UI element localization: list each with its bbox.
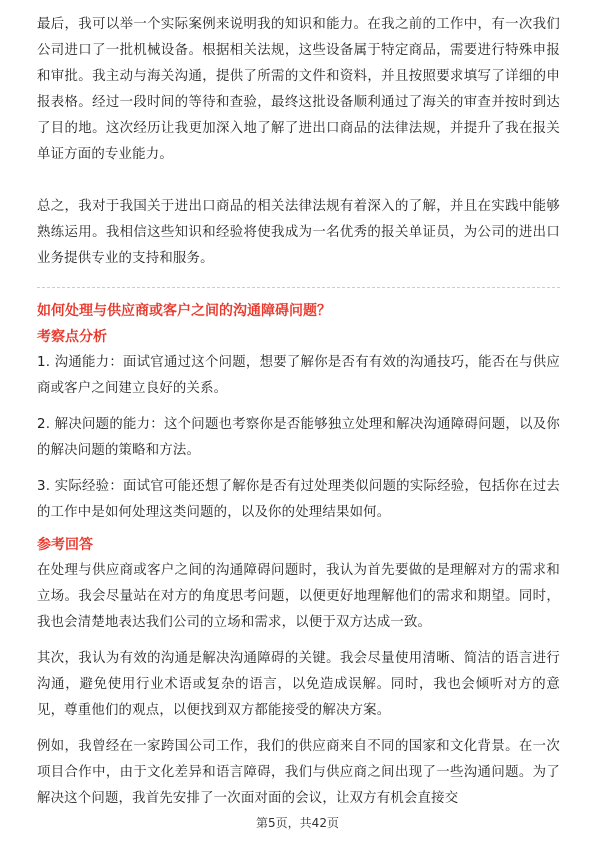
analysis-heading: 考察点分析 (37, 329, 107, 345)
analysis-point: 2. 解决问题的能力：这个问题也考察你是否能够独立处理和解决沟通障碍问题，以及你的解决问题的策略和方法。 (37, 417, 560, 458)
answer-heading: 参考回答 (37, 537, 93, 553)
question-title: 如何处理与供应商或客户之间的沟通障碍问题？ (37, 303, 331, 319)
answer-paragraph: 在处理与供应商或客户之间的沟通障碍问题时，我认为首先要做的是理解对方的需求和立场。我会尽量站在对方的角度思考问题，以便更好地理解他们的需求和期望。同时，我也会清楚地表达我们公司的立场和需求，以便于双方达成一致。 (37, 563, 560, 630)
analysis-point: 3. 实际经验：面试官可能还想了解你是否有过处理类似问题的实际经验，包括你在过去的工作中是如何处理这类问题的，以及你的处理结果如何。 (37, 479, 560, 520)
summary-paragraph: 总之，我对于我国关于进出口商品的相关法律法规有着深入的了解，并且在实践中能够熟练运用。我相信这些知识和经验将使我成为一名优秀的报关单证员，为公司的进出口业务提供专业的支持和服务。 (37, 199, 560, 266)
section-divider (37, 287, 560, 288)
analysis-point: 1. 沟通能力：面试官通过这个问题，想要了解你是否有有效的沟通技巧，能否在与供应商或客户之间建立良好的关系。 (37, 355, 560, 396)
page-number: 第5页，共42页 (256, 816, 339, 830)
answer-paragraph: 其次，我认为有效的沟通是解决沟通障碍的关键。我会尽量使用清晰、简洁的语言进行沟通，避免使用行业术语或复杂的语言，以免造成误解。同时，我也会倾听对方的意见，尊重他们的观点，以便找到双方都能接受的解决方案。 (37, 651, 560, 718)
answer-paragraph: 例如，我曾经在一家跨国公司工作，我们的供应商来自不同的国家和文化背景。在一次项目合作中，由于文化差异和语言障碍，我们与供应商之间出现了一些沟通问题。为了解决这个问题，我首先安排了一次面对面的会议，让双方有机会直接交 (37, 739, 560, 806)
intro-paragraph: 最后，我可以举一个实际案例来说明我的知识和能力。在我之前的工作中，有一次我们公司进口了一批机械设备。根据相关法规，这些设备属于特定商品，需要进行特殊申报和审批。我主动与海关沟通，提供了所需的文件和资料，并且按照要求填写了详细的申报表格。经过一段时间的等待和查验，最终这批设备顺利通过了海关的审查并按时到达了目的地。这次经历让我更加深入地了解了进出口商品的法律法规，并提升了我在报关单证方面的专业能力。 (37, 17, 560, 162)
